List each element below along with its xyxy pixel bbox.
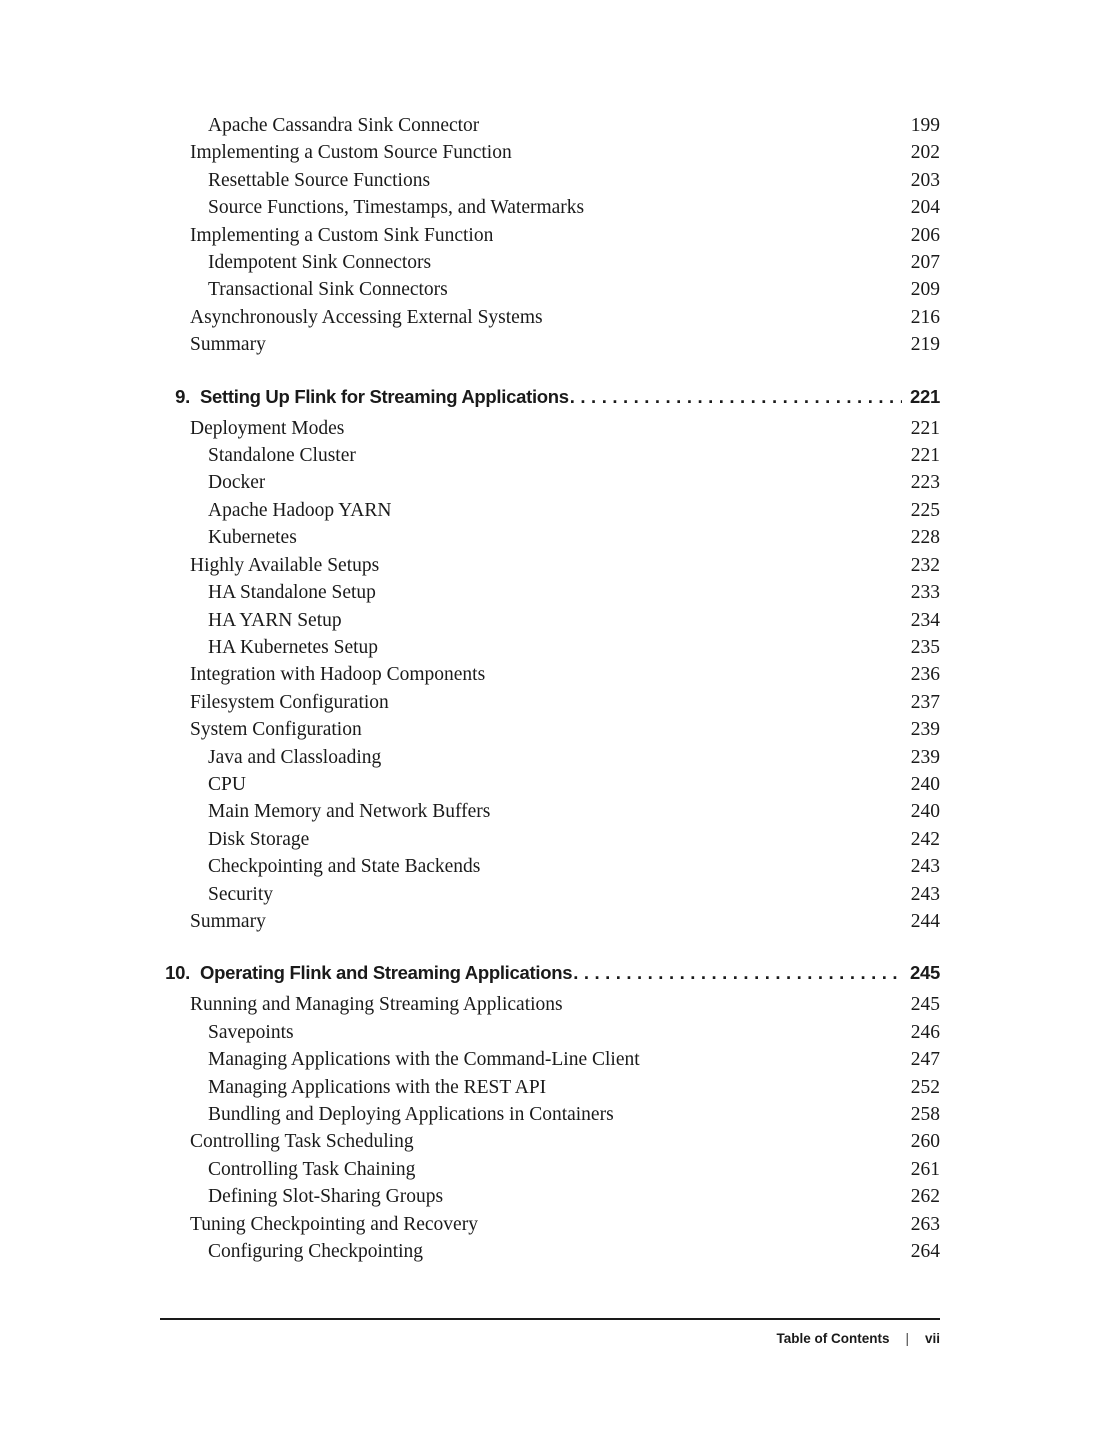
toc-entry xyxy=(160,607,940,634)
toc-section xyxy=(160,382,940,936)
chapter-page-number: 221 xyxy=(910,385,940,407)
toc-entry-page-number: 239 xyxy=(910,719,940,741)
toc-entry xyxy=(160,1211,940,1238)
toc-entry-label: Implementing a Custom Source Function xyxy=(190,142,512,164)
toc-entry xyxy=(160,276,940,303)
chapter-heading xyxy=(160,382,940,412)
toc-entry-label: Source Functions, Timestamps, and Watermarks xyxy=(208,197,585,219)
toc-entry-label: Bundling and Deploying Applications in Containers xyxy=(208,1104,614,1125)
toc-section xyxy=(160,112,940,359)
toc-entry xyxy=(160,1128,940,1155)
toc-entry xyxy=(160,304,940,331)
toc-entry-label: Implementing a Custom Sink Function xyxy=(190,224,494,246)
toc-entry-label: Disk Storage xyxy=(208,828,310,850)
dot-leader xyxy=(570,382,902,412)
toc-entry xyxy=(160,908,940,935)
toc-entry-page-number: 244 xyxy=(910,910,940,932)
toc-entry-label: Savepoints xyxy=(208,1021,294,1043)
toc-entry-label: Managing Applications with the Command-Line Client xyxy=(208,1049,640,1071)
toc-entry xyxy=(160,1101,940,1128)
toc-entry xyxy=(160,771,940,798)
toc-entry-page-number: 243 xyxy=(910,883,940,905)
toc-entry xyxy=(160,853,940,880)
toc-entry xyxy=(160,716,940,743)
toc-entry-page-number: 232 xyxy=(910,554,940,576)
toc-entry xyxy=(160,497,940,524)
toc-entry-label: Defining Slot-Sharing Groups xyxy=(208,1186,444,1208)
toc-entry xyxy=(160,826,940,853)
toc-entry-page-number: 239 xyxy=(910,746,940,768)
toc-entry-label: Controlling Task Scheduling xyxy=(190,1131,414,1153)
toc-entry-label: Highly Available Setups xyxy=(190,554,380,576)
toc-entry-page-number: 203 xyxy=(910,169,940,191)
toc-entry-page-number: 237 xyxy=(910,691,940,713)
toc-entry-label: Filesystem Configuration xyxy=(190,691,389,713)
toc-entry-page-number: 221 xyxy=(910,417,940,439)
chapter-number: 10. xyxy=(165,962,190,984)
toc-entry xyxy=(160,524,940,551)
toc-entry-label: Transactional Sink Connectors xyxy=(208,279,448,301)
toc-entry-label: Integration with Hadoop Components xyxy=(190,664,486,686)
toc-entry-page-number: 204 xyxy=(910,197,940,219)
toc-entry-label: Configuring Checkpointing xyxy=(208,1241,424,1263)
footer-page-number: vii xyxy=(924,1331,940,1346)
toc-entry xyxy=(160,552,940,579)
toc-entry-label: System Configuration xyxy=(190,719,362,741)
toc-entry xyxy=(160,139,940,166)
toc-entry-label: Running and Managing Streaming Applications xyxy=(190,994,563,1016)
toc-entry-page-number: 252 xyxy=(910,1076,940,1098)
toc-entry-label: Summary xyxy=(190,334,266,356)
toc-entry-label: Main Memory and Network Buffers xyxy=(208,801,491,823)
toc-entry-page-number: 240 xyxy=(910,801,940,823)
toc-entry-label: Apache Hadoop YARN xyxy=(208,499,392,521)
toc-entry-label: Deployment Modes xyxy=(190,417,345,439)
toc-entry-label: Security xyxy=(208,883,273,905)
toc-entry-page-number: 221 xyxy=(910,445,940,467)
toc-entry xyxy=(160,1046,940,1073)
page-footer xyxy=(160,1318,940,1346)
toc-entry xyxy=(160,112,940,139)
toc-entry-label: Standalone Cluster xyxy=(208,445,356,467)
footer-separator: | xyxy=(905,1331,909,1346)
toc-entry xyxy=(160,991,940,1018)
toc-entry-label: CPU xyxy=(208,773,246,795)
toc-entry-page-number: 219 xyxy=(910,334,940,356)
dot-leader xyxy=(573,958,902,988)
toc-entry-label: Summary xyxy=(190,910,266,932)
toc-entry xyxy=(160,249,940,276)
toc-entry-page-number: 206 xyxy=(910,224,940,246)
toc-entry-page-number: 243 xyxy=(910,856,940,878)
toc-entry-label: Tuning Checkpointing and Recovery xyxy=(190,1213,478,1235)
toc-entry xyxy=(160,331,940,358)
toc-entry-page-number: 242 xyxy=(910,828,940,850)
toc-entry-label: HA Kubernetes Setup xyxy=(208,636,379,658)
toc-entry-page-number: 261 xyxy=(910,1158,940,1180)
toc-entry xyxy=(160,1183,940,1210)
toc-entry xyxy=(160,442,940,469)
toc-entry-label: HA Standalone Setup xyxy=(208,582,376,604)
toc-entry-page-number: 207 xyxy=(910,252,940,274)
toc-entry-page-number: 235 xyxy=(910,636,940,658)
toc-entry-page-number: 234 xyxy=(910,609,940,631)
toc-entry-page-number: 216 xyxy=(910,306,940,328)
toc-entry-label: Controlling Task Chaining xyxy=(208,1158,416,1180)
toc-entry-page-number: 245 xyxy=(910,994,940,1016)
toc-entry-label: Resettable Source Functions xyxy=(208,169,431,191)
chapter-page-number: 245 xyxy=(910,962,940,984)
toc-entry-page-number: 236 xyxy=(910,664,940,686)
chapter-title: Setting Up Flink for Streaming Applications xyxy=(200,385,569,407)
toc-entry xyxy=(160,1019,940,1046)
toc-entry-label: Asynchronously Accessing External Systems xyxy=(190,306,543,328)
footer-section-label: Table of Contents xyxy=(776,1331,890,1346)
toc-entry-page-number: 240 xyxy=(910,773,940,795)
toc-entry-page-number: 246 xyxy=(910,1021,940,1043)
toc-section xyxy=(160,958,940,1265)
toc-entry-page-number: 233 xyxy=(910,582,940,604)
footer-rule xyxy=(160,1318,940,1320)
toc-entry-page-number: 260 xyxy=(910,1131,940,1153)
toc-entry xyxy=(160,689,940,716)
toc-entry-page-number: 263 xyxy=(910,1213,940,1235)
toc-entry xyxy=(160,881,940,908)
toc-entry xyxy=(160,634,940,661)
toc-entry xyxy=(160,579,940,606)
toc-entry-page-number: 209 xyxy=(910,279,940,301)
toc-entry-page-number: 223 xyxy=(910,472,940,494)
toc-entry-page-number: 258 xyxy=(910,1104,940,1125)
toc-entry-page-number: 228 xyxy=(910,527,940,549)
toc-entry-label: Apache Cassandra Sink Connector xyxy=(208,115,480,136)
toc-entry xyxy=(160,469,940,496)
toc-entry-label: Idempotent Sink Connectors xyxy=(208,252,432,274)
toc-entry-label: HA YARN Setup xyxy=(208,609,342,631)
toc-entry-page-number: 202 xyxy=(910,142,940,164)
toc-entry xyxy=(160,222,940,249)
toc-entry xyxy=(160,194,940,221)
toc-entry-label: Java and Classloading xyxy=(208,746,382,768)
footer-text xyxy=(160,1331,940,1346)
toc-entry xyxy=(160,415,940,442)
chapter-title: Operating Flink and Streaming Applications xyxy=(200,962,573,984)
toc-entry xyxy=(160,798,940,825)
toc-entry-page-number: 199 xyxy=(910,115,940,136)
toc-entry xyxy=(160,167,940,194)
toc-entry-page-number: 262 xyxy=(910,1186,940,1208)
toc-content xyxy=(160,112,940,1265)
toc-entry-page-number: 225 xyxy=(910,499,940,521)
toc-entry xyxy=(160,1074,940,1101)
toc-entry-label: Docker xyxy=(208,472,266,494)
toc-entry-page-number: 247 xyxy=(910,1049,940,1071)
chapter-heading xyxy=(160,958,940,988)
toc-entry-label: Checkpointing and State Backends xyxy=(208,856,481,878)
toc-entry-label: Managing Applications with the REST API xyxy=(208,1076,547,1098)
toc-entry xyxy=(160,744,940,771)
toc-entry xyxy=(160,661,940,688)
toc-entry xyxy=(160,1156,940,1183)
toc-entry-label: Kubernetes xyxy=(208,527,297,549)
toc-entry-page-number: 264 xyxy=(910,1241,940,1263)
toc-entry xyxy=(160,1238,940,1265)
chapter-number: 9. xyxy=(175,385,190,407)
